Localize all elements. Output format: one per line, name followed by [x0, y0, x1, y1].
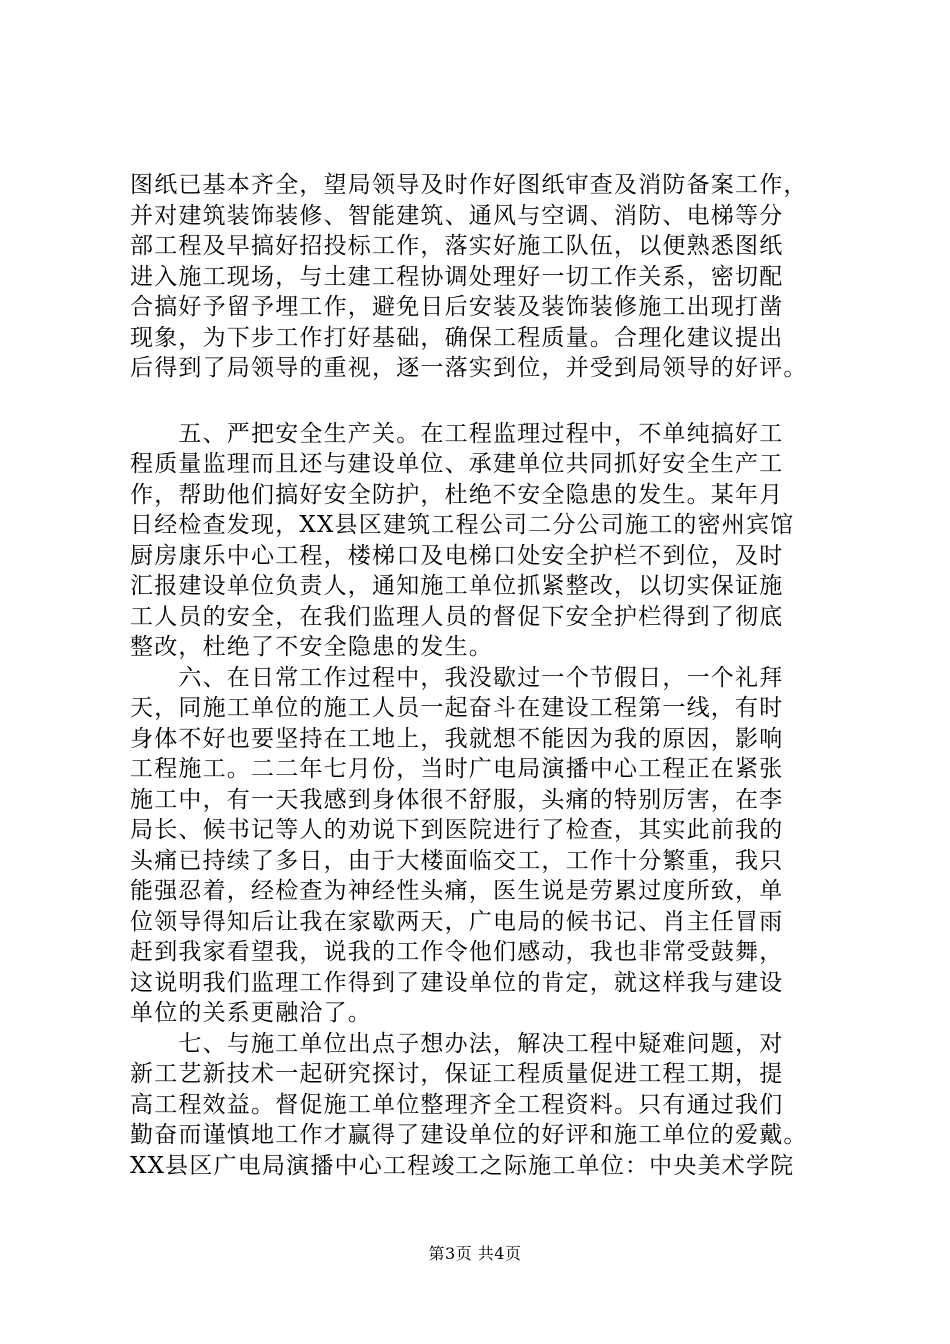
- text-line: 头痛已持续了多日，由于大楼面临交工，工作十分繁重，我只: [130, 847, 784, 874]
- paragraph-daily-work: [130, 663, 850, 1029]
- text-line: XX县区广电局演播中心工程竣工之际施工单位：中央美术学院: [130, 1152, 795, 1179]
- text-line: 厨房康乐中心工程，楼梯口及电梯口处安全护栏不到位，及时: [130, 542, 784, 569]
- text-line: 六、在日常工作过程中，我没歇过一个节假日，一个礼拜: [130, 664, 784, 691]
- text-line: 汇报建设单位负责人，通知施工单位抓紧整改，以切实保证施: [130, 573, 784, 599]
- text-line: 整改，杜绝了不安全隐患的发生。: [130, 634, 493, 660]
- text-line: 位领导得知后让我在家歇两天，广电局的候书记、肖主任冒雨: [130, 908, 784, 935]
- text-line: 新工艺新技术一起研究探讨，保证工程质量促进工程工期，提: [130, 1061, 784, 1087]
- paragraph-safety-production: [130, 419, 850, 663]
- text-line: 高工程效益。督促施工单位整理齐全工程资料。只有通过我们: [130, 1091, 784, 1118]
- page-footer: 第3页 共4页: [428, 1244, 522, 1263]
- text-line: 赶到我家看望我，说我的工作令他们感动，我也非常受鼓舞，: [130, 939, 784, 965]
- text-line: 作，帮助他们搞好安全防护，杜绝不安全隐患的发生。某年月: [130, 481, 784, 508]
- text-line: 日经检查发现，XX县区建筑工程公司二分公司施工的密州宾馆: [130, 512, 795, 538]
- text-line: 部工程及早搞好招投标工作，落实好施工队伍，以便熟悉图纸: [130, 233, 784, 259]
- text-line: 并对建筑装饰装修、智能建筑、通风与空调、消防、电梯等分: [130, 202, 784, 229]
- text-line: 单位的关系更融洽了。: [130, 1000, 372, 1026]
- text-line: 工人员的安全，在我们监理人员的督促下安全护栏得到了彻底: [130, 603, 784, 630]
- text-line: 工程施工。二二年七月份，当时广电局演播中心工程正在紧张: [130, 756, 784, 782]
- text-line: 局长、候书记等人的劝说下到医院进行了检查，其实此前我的: [130, 817, 784, 843]
- text-line: 五、严把安全生产关。在工程监理过程中，不单纯搞好工: [130, 420, 784, 447]
- text-line: 图纸已基本齐全，望局领导及时作好图纸审查及消防备案工作，: [130, 172, 808, 198]
- paragraph-drawings-and-bidding: [130, 170, 850, 384]
- text-line: 能强忍着，经检查为神经性头痛，医生说是劳累过度所致，单: [130, 878, 784, 904]
- text-line: 勤奋而谨慎地工作才赢得了建设单位的好评和施工单位的爱戴。: [130, 1122, 808, 1148]
- text-line: 施工中，有一天我感到身体很不舒服，头痛的特别厉害，在李: [130, 786, 784, 813]
- text-line: 进入施工现场，与土建工程协调处理好一切工作关系，密切配: [130, 263, 784, 290]
- text-line: 这说明我们监理工作得到了建设单位的肯定，就这样我与建设: [130, 969, 784, 996]
- text-line: 合搞好予留予埋工作，避免日后安装及装饰装修施工出现打凿: [130, 294, 784, 320]
- text-line: 身体不好也要坚持在工地上，我就想不能因为我的原因，影响: [130, 725, 784, 752]
- paragraph-problem-solving: [130, 1029, 850, 1182]
- text-line: 程质量监理而且还与建设单位、承建单位共同抓好安全生产工: [130, 451, 784, 477]
- document-body: [130, 170, 850, 1181]
- text-line: 现象，为下步工作打好基础，确保工程质量。合理化建议提出: [130, 324, 784, 351]
- text-line: 七、与施工单位出点子想办法，解决工程中疑难问题，对: [130, 1030, 784, 1057]
- text-line: 天，同施工单位的施工人员一起奋斗在建设工程第一线，有时: [130, 695, 784, 721]
- paragraph-gap: [130, 384, 850, 419]
- text-line: 后得到了局领导的重视，逐一落实到位，并受到局领导的好评。: [130, 355, 808, 381]
